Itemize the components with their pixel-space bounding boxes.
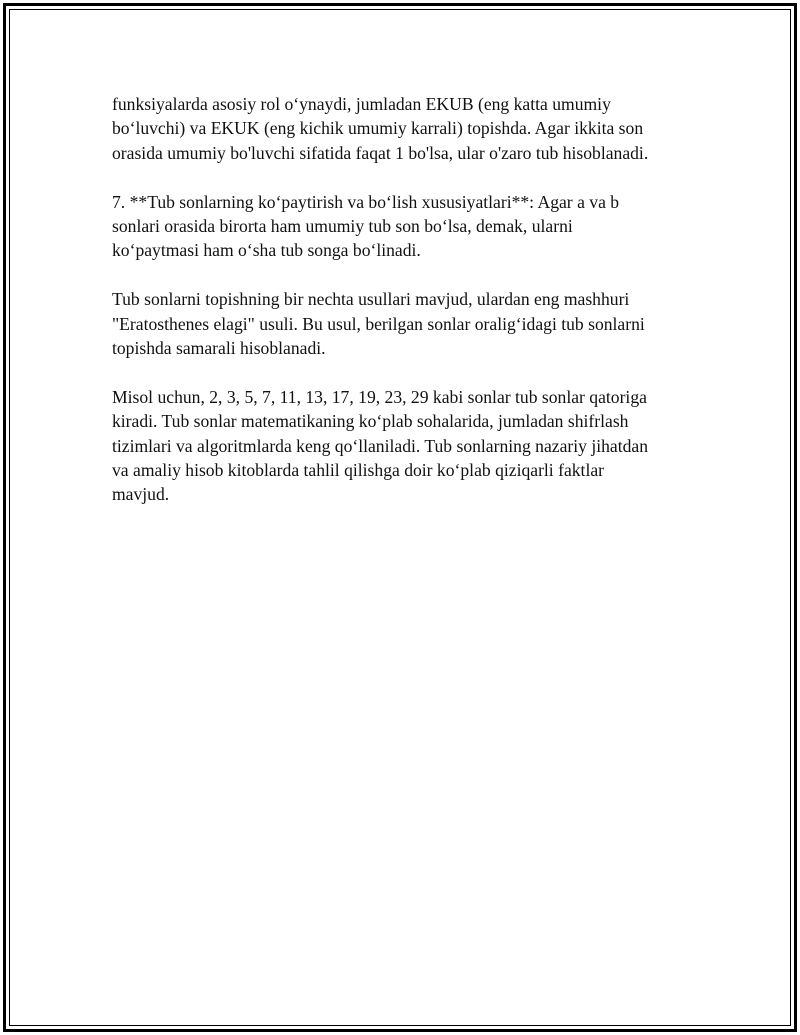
paragraph-multiplication-division: 7. **Tub sonlarning ko‘paytirish va bo‘lish xususiyatlari**: Agar a va b sonlari orasida birorta ham umumiy tub son bo‘lsa, demak, ularni ko‘paytmasi ham o‘sha tub songa bo‘linadi. <box>112 191 620 261</box>
document-body <box>112 92 692 531</box>
paragraph-ekub-ekuk: funksiyalarda asosiy rol o‘ynaydi, jumladan EKUB (eng katta umumiy bo‘luvchi) va EKUK (eng kichik umumiy karrali) topishda. Agar ikkita son orasida umumiy bo'luvchi sifatida faqat 1 bo'lsa, ular o'zaro tub hisoblanadi. <box>112 94 649 163</box>
paragraph-eratosthenes: Tub sonlarni topishning bir nechta usullari mavjud, ulardan eng mashhuri "Eratosthenes elagi" usuli. Bu usul, berilgan sonlar oralig‘idagi tub sonlarni topishda samarali hisoblanadi. <box>112 289 645 359</box>
paragraph-examples: Misol uchun, 2, 3, 5, 7, 11, 13, 17, 19, 23, 29 kabi sonlar tub sonlar qatoriga kiradi. Tub sonlar matematikaning ko‘plab sohalarida, jumladan shifrlash tizimlari va algoritmlarda keng qo‘llaniladi. Tub sonlarning nazariy jihatdan va amaliy hisob kitoblarda tahlil qilishga doir ko‘plab qiziqarli faktlar mavjud. <box>112 386 648 505</box>
